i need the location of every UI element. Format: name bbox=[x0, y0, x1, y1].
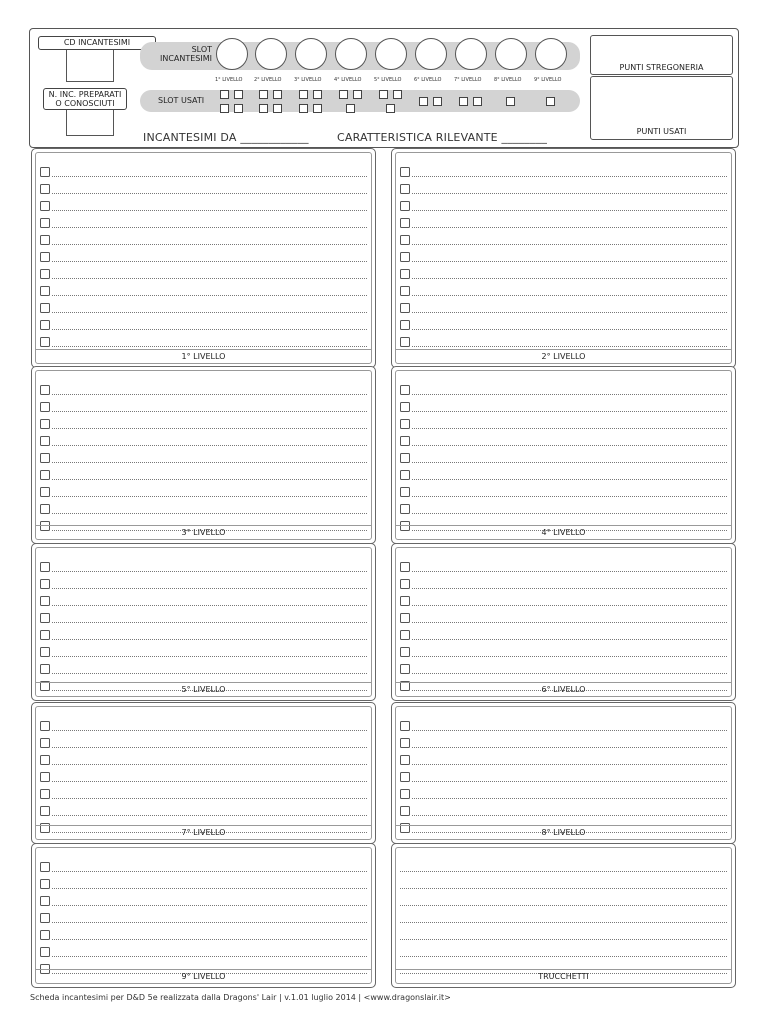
prepared-checkbox[interactable] bbox=[40, 337, 50, 347]
incantesimi-da-label: INCANTESIMI DA ____________ bbox=[143, 131, 309, 144]
prepared-checkbox[interactable] bbox=[400, 337, 410, 347]
spell-level-panel bbox=[391, 366, 736, 544]
slot-used-checkbox[interactable] bbox=[473, 97, 482, 106]
cd-incantesimi-label: CD INCANTESIMI bbox=[38, 36, 156, 50]
slot-used-checkbox[interactable] bbox=[299, 104, 308, 113]
prepared-checkbox[interactable] bbox=[400, 303, 410, 313]
spell-line[interactable] bbox=[52, 905, 367, 906]
spell-line[interactable] bbox=[412, 513, 727, 514]
spell-line[interactable] bbox=[52, 210, 367, 211]
spell-line[interactable] bbox=[400, 939, 727, 940]
panel-level-label: 6° LIVELLO bbox=[396, 682, 731, 696]
slot-used-checkbox[interactable] bbox=[273, 90, 282, 99]
slot-circle[interactable] bbox=[415, 38, 447, 70]
prepared-checkbox[interactable] bbox=[400, 806, 410, 816]
slot-used-checkbox[interactable] bbox=[234, 104, 243, 113]
prepared-checkbox[interactable] bbox=[40, 862, 50, 872]
slot-level-label: 8° LIVELLO bbox=[494, 77, 522, 83]
spell-line[interactable] bbox=[52, 244, 367, 245]
spell-line[interactable] bbox=[412, 479, 727, 480]
spell-line[interactable] bbox=[52, 329, 367, 330]
spell-line[interactable] bbox=[52, 747, 367, 748]
footer-credits: Scheda incantesimi per D&D 5e realizzata dalla Dragons' Lair | v.1.01 luglio 2014 | <www.dragonslair.it> bbox=[30, 993, 451, 1002]
spell-level-panel bbox=[31, 366, 376, 544]
spell-line[interactable] bbox=[52, 764, 367, 765]
prepared-checkbox[interactable] bbox=[40, 913, 50, 923]
prepared-checkbox[interactable] bbox=[400, 738, 410, 748]
prepared-checkbox[interactable] bbox=[40, 201, 50, 211]
spell-line[interactable] bbox=[412, 588, 727, 589]
panel-level-label: 7° LIVELLO bbox=[36, 825, 371, 839]
prepared-checkbox[interactable] bbox=[400, 487, 410, 497]
prepared-checkbox[interactable] bbox=[400, 470, 410, 480]
prepared-checkbox[interactable] bbox=[400, 235, 410, 245]
prepared-checkbox[interactable] bbox=[40, 436, 50, 446]
spell-line[interactable] bbox=[52, 176, 367, 177]
spell-line[interactable] bbox=[52, 513, 367, 514]
spell-line[interactable] bbox=[412, 295, 727, 296]
spell-line[interactable] bbox=[52, 871, 367, 872]
slot-level-label: 4° LIVELLO bbox=[334, 77, 362, 83]
prepared-checkbox[interactable] bbox=[40, 402, 50, 412]
prepared-checkbox[interactable] bbox=[400, 385, 410, 395]
prepared-checkbox[interactable] bbox=[400, 504, 410, 514]
slot-level-label: 7° LIVELLO bbox=[454, 77, 482, 83]
spell-line[interactable] bbox=[412, 496, 727, 497]
slot-level-label: 5° LIVELLO bbox=[374, 77, 402, 83]
spell-line[interactable] bbox=[52, 479, 367, 480]
prepared-checkbox[interactable] bbox=[400, 252, 410, 262]
panel-inner bbox=[35, 706, 372, 840]
panel-inner bbox=[395, 547, 732, 697]
slot-used-checkbox[interactable] bbox=[379, 90, 388, 99]
spell-line[interactable] bbox=[52, 622, 367, 623]
prepared-checkbox[interactable] bbox=[400, 453, 410, 463]
prepared-label-line2: O CONOSCIUTI bbox=[55, 99, 115, 108]
spell-line[interactable] bbox=[412, 815, 727, 816]
spell-line[interactable] bbox=[52, 295, 367, 296]
prepared-checkbox[interactable] bbox=[400, 286, 410, 296]
slot-used-checkbox[interactable] bbox=[273, 104, 282, 113]
spell-level-panel bbox=[391, 543, 736, 701]
spell-line[interactable] bbox=[52, 888, 367, 889]
slot-used-checkbox[interactable] bbox=[546, 97, 555, 106]
spell-line[interactable] bbox=[52, 394, 367, 395]
spell-line[interactable] bbox=[412, 261, 727, 262]
spell-line[interactable] bbox=[412, 445, 727, 446]
prepared-label-line1: N. INC. PREPARATI bbox=[48, 90, 122, 99]
prepared-checkbox[interactable] bbox=[40, 286, 50, 296]
prepared-checkbox[interactable] bbox=[40, 879, 50, 889]
spell-line[interactable] bbox=[412, 673, 727, 674]
prepared-checkbox[interactable] bbox=[400, 630, 410, 640]
prepared-checkbox[interactable] bbox=[40, 269, 50, 279]
prepared-checkbox[interactable] bbox=[400, 596, 410, 606]
prepared-checkbox[interactable] bbox=[400, 755, 410, 765]
spell-line[interactable] bbox=[412, 747, 727, 748]
prepared-checkbox[interactable] bbox=[40, 738, 50, 748]
spell-line[interactable] bbox=[52, 312, 367, 313]
prepared-checkbox[interactable] bbox=[40, 562, 50, 572]
spell-line[interactable] bbox=[400, 871, 727, 872]
spell-level-panel bbox=[391, 702, 736, 844]
spell-line[interactable] bbox=[52, 428, 367, 429]
spell-line[interactable] bbox=[52, 798, 367, 799]
prepared-checkbox[interactable] bbox=[40, 504, 50, 514]
slot-circle[interactable] bbox=[495, 38, 527, 70]
prepared-checkbox[interactable] bbox=[40, 487, 50, 497]
spell-level-panel bbox=[391, 148, 736, 368]
prepared-checkbox[interactable] bbox=[400, 167, 410, 177]
prepared-checkbox[interactable] bbox=[400, 269, 410, 279]
slot-level-label: 2° LIVELLO bbox=[254, 77, 282, 83]
spell-line[interactable] bbox=[400, 956, 727, 957]
panel-inner bbox=[35, 152, 372, 364]
prepared-checkbox[interactable] bbox=[400, 664, 410, 674]
prepared-checkbox[interactable] bbox=[40, 613, 50, 623]
prepared-checkbox[interactable] bbox=[40, 755, 50, 765]
prepared-checkbox[interactable] bbox=[400, 201, 410, 211]
slot-used-checkbox[interactable] bbox=[259, 104, 268, 113]
slot-label-line1: SLOT bbox=[191, 45, 212, 54]
spell-line[interactable] bbox=[52, 496, 367, 497]
slot-label-line2: INCANTESIMI bbox=[159, 54, 212, 63]
slot-used-checkbox[interactable] bbox=[506, 97, 515, 106]
prepared-checkbox[interactable] bbox=[40, 252, 50, 262]
spell-line[interactable] bbox=[52, 462, 367, 463]
slot-used-checkbox[interactable] bbox=[419, 97, 428, 106]
slot-circle[interactable] bbox=[535, 38, 567, 70]
spell-line[interactable] bbox=[412, 278, 727, 279]
spell-line[interactable] bbox=[412, 798, 727, 799]
slot-level-label: 3° LIVELLO bbox=[294, 77, 322, 83]
spell-line[interactable] bbox=[412, 656, 727, 657]
slot-used-checkbox[interactable] bbox=[234, 90, 243, 99]
prepared-checkbox[interactable] bbox=[40, 647, 50, 657]
prepared-checkbox[interactable] bbox=[400, 721, 410, 731]
spell-line[interactable] bbox=[52, 278, 367, 279]
spell-line[interactable] bbox=[52, 588, 367, 589]
prepared-checkbox[interactable] bbox=[400, 218, 410, 228]
spell-line[interactable] bbox=[52, 411, 367, 412]
prepared-checkbox[interactable] bbox=[40, 470, 50, 480]
prepared-checkbox[interactable] bbox=[40, 579, 50, 589]
spell-line[interactable] bbox=[400, 888, 727, 889]
panel-inner bbox=[35, 847, 372, 984]
spell-line[interactable] bbox=[52, 815, 367, 816]
spell-line[interactable] bbox=[412, 622, 727, 623]
prepared-checkbox[interactable] bbox=[400, 789, 410, 799]
spell-line[interactable] bbox=[412, 244, 727, 245]
spell-line[interactable] bbox=[52, 193, 367, 194]
prepared-checkbox[interactable] bbox=[400, 320, 410, 330]
slot-level-label: 9° LIVELLO bbox=[534, 77, 562, 83]
spell-line[interactable] bbox=[412, 571, 727, 572]
spell-line[interactable] bbox=[412, 329, 727, 330]
prepared-checkbox[interactable] bbox=[400, 647, 410, 657]
panel-level-label: 2° LIVELLO bbox=[396, 349, 731, 363]
prepared-checkbox[interactable] bbox=[40, 596, 50, 606]
slot-circle[interactable] bbox=[335, 38, 367, 70]
spell-line[interactable] bbox=[52, 571, 367, 572]
slot-circle[interactable] bbox=[375, 38, 407, 70]
spell-line[interactable] bbox=[412, 639, 727, 640]
prepared-checkbox[interactable] bbox=[40, 235, 50, 245]
panel-level-label: 5° LIVELLO bbox=[36, 682, 371, 696]
prepared-checkbox[interactable] bbox=[40, 664, 50, 674]
prepared-checkbox[interactable] bbox=[400, 613, 410, 623]
spell-level-panel bbox=[31, 843, 376, 988]
caratteristica-label: CARATTERISTICA RILEVANTE ________ bbox=[337, 131, 548, 144]
spell-line[interactable] bbox=[52, 605, 367, 606]
spell-line[interactable] bbox=[52, 956, 367, 957]
slot-circle[interactable] bbox=[216, 38, 248, 70]
slot-used-checkbox[interactable] bbox=[433, 97, 442, 106]
panel-inner bbox=[395, 847, 732, 984]
spell-line[interactable] bbox=[52, 639, 367, 640]
prepared-checkbox[interactable] bbox=[400, 419, 410, 429]
slot-used-checkbox[interactable] bbox=[339, 90, 348, 99]
prepared-checkbox[interactable] bbox=[40, 419, 50, 429]
prepared-checkbox[interactable] bbox=[40, 789, 50, 799]
spell-line[interactable] bbox=[52, 346, 367, 347]
slot-label bbox=[146, 45, 212, 63]
prepared-checkbox[interactable] bbox=[400, 772, 410, 782]
spell-line[interactable] bbox=[52, 781, 367, 782]
prepared-label bbox=[43, 88, 127, 110]
spell-line[interactable] bbox=[412, 210, 727, 211]
slot-used-checkbox[interactable] bbox=[299, 90, 308, 99]
prepared-checkbox[interactable] bbox=[40, 772, 50, 782]
spell-line[interactable] bbox=[52, 261, 367, 262]
slot-used-checkbox[interactable] bbox=[220, 104, 229, 113]
prepared-checkbox[interactable] bbox=[400, 579, 410, 589]
punti-stregoneria-label: PUNTI STREGONERIA bbox=[619, 63, 704, 72]
spell-line[interactable] bbox=[412, 605, 727, 606]
spell-line[interactable] bbox=[412, 227, 727, 228]
prepared-checkbox[interactable] bbox=[40, 806, 50, 816]
prepared-checkbox[interactable] bbox=[40, 184, 50, 194]
slot-used-checkbox[interactable] bbox=[313, 104, 322, 113]
spell-line[interactable] bbox=[412, 428, 727, 429]
spell-line[interactable] bbox=[52, 227, 367, 228]
panel-inner bbox=[35, 370, 372, 540]
spell-line[interactable] bbox=[52, 922, 367, 923]
slot-circle[interactable] bbox=[295, 38, 327, 70]
spell-line[interactable] bbox=[412, 730, 727, 731]
spell-line[interactable] bbox=[52, 656, 367, 657]
slot-level-label: 1° LIVELLO bbox=[215, 77, 243, 83]
prepared-checkbox[interactable] bbox=[400, 436, 410, 446]
slot-used-checkbox[interactable] bbox=[353, 90, 362, 99]
spell-line[interactable] bbox=[412, 781, 727, 782]
spell-line[interactable] bbox=[52, 445, 367, 446]
spell-line[interactable] bbox=[412, 764, 727, 765]
slot-used-checkbox[interactable] bbox=[313, 90, 322, 99]
slot-used-label: SLOT USATI bbox=[158, 96, 205, 105]
slot-used-checkbox[interactable] bbox=[386, 104, 395, 113]
panel-level-label: TRUCCHETTI bbox=[396, 969, 731, 983]
prepared-checkbox[interactable] bbox=[40, 385, 50, 395]
spell-line[interactable] bbox=[412, 411, 727, 412]
panel-level-label: 8° LIVELLO bbox=[396, 825, 731, 839]
slot-used-checkbox[interactable] bbox=[459, 97, 468, 106]
prepared-checkbox[interactable] bbox=[40, 721, 50, 731]
prepared-checkbox[interactable] bbox=[400, 562, 410, 572]
prepared-checkbox[interactable] bbox=[40, 930, 50, 940]
spell-line[interactable] bbox=[412, 462, 727, 463]
prepared-checkbox[interactable] bbox=[40, 896, 50, 906]
slot-used-checkbox[interactable] bbox=[220, 90, 229, 99]
spell-line[interactable] bbox=[400, 922, 727, 923]
spell-level-panel bbox=[31, 543, 376, 701]
spell-line[interactable] bbox=[400, 905, 727, 906]
panel-level-label: 4° LIVELLO bbox=[396, 525, 731, 539]
punti-usati-label: PUNTI USATI bbox=[636, 127, 687, 136]
punti-usati-box[interactable] bbox=[590, 76, 733, 140]
prepared-checkbox[interactable] bbox=[40, 167, 50, 177]
prepared-checkbox[interactable] bbox=[400, 184, 410, 194]
slot-circle[interactable] bbox=[255, 38, 287, 70]
spell-line[interactable] bbox=[412, 312, 727, 313]
prepared-checkbox[interactable] bbox=[40, 630, 50, 640]
spell-line[interactable] bbox=[412, 346, 727, 347]
panel-level-label: 3° LIVELLO bbox=[36, 525, 371, 539]
slot-circle[interactable] bbox=[455, 38, 487, 70]
prepared-checkbox[interactable] bbox=[40, 453, 50, 463]
prepared-checkbox[interactable] bbox=[40, 947, 50, 957]
slot-used-checkbox[interactable] bbox=[346, 104, 355, 113]
prepared-checkbox[interactable] bbox=[40, 303, 50, 313]
spell-level-panel bbox=[391, 843, 736, 988]
panel-level-label: 1° LIVELLO bbox=[36, 349, 371, 363]
panel-inner bbox=[35, 547, 372, 697]
prepared-checkbox[interactable] bbox=[400, 402, 410, 412]
punti-stregoneria-box[interactable] bbox=[590, 35, 733, 75]
panel-inner bbox=[395, 152, 732, 364]
panel-level-label: 9° LIVELLO bbox=[36, 969, 371, 983]
prepared-checkbox[interactable] bbox=[40, 218, 50, 228]
spell-level-panel bbox=[31, 148, 376, 368]
slot-level-label: 6° LIVELLO bbox=[414, 77, 442, 83]
spell-line[interactable] bbox=[412, 394, 727, 395]
panel-inner bbox=[395, 706, 732, 840]
panel-inner bbox=[395, 370, 732, 540]
spell-line[interactable] bbox=[52, 730, 367, 731]
spell-level-panel bbox=[31, 702, 376, 844]
spell-line[interactable] bbox=[52, 673, 367, 674]
slot-used-checkbox[interactable] bbox=[259, 90, 268, 99]
slot-used-checkbox[interactable] bbox=[393, 90, 402, 99]
spell-line[interactable] bbox=[412, 193, 727, 194]
prepared-checkbox[interactable] bbox=[40, 320, 50, 330]
spell-line[interactable] bbox=[52, 939, 367, 940]
spell-line[interactable] bbox=[412, 176, 727, 177]
